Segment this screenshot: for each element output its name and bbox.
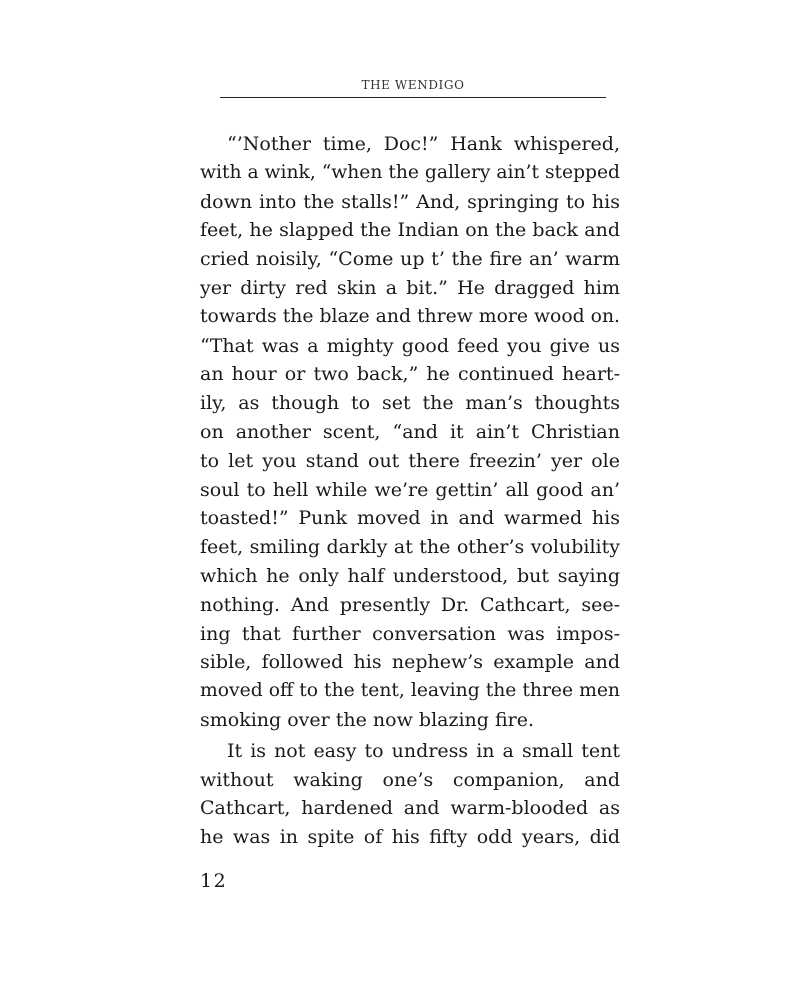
text-line: toasted!” Punk moved in and warmed his <box>200 507 620 530</box>
text-line: feet, smiling darkly at the other’s volubility <box>200 536 620 559</box>
text-line: It is not easy to undress in a small tent <box>227 739 620 762</box>
paragraph <box>200 130 620 735</box>
text-line: feet, he slapped the Indian on the back and <box>200 219 620 242</box>
text-line: cried noisily, “Come up t’ the fire an’ warm <box>200 248 620 271</box>
text-line: “’Nother time, Doc!” Hank whispered, <box>227 133 620 155</box>
page-number: 12 <box>200 870 228 892</box>
paragraph <box>200 737 620 852</box>
text-line: yer dirty red skin a bit.” He dragged him <box>200 276 620 299</box>
text-line: on another scent, “and it ain’t Christian <box>200 420 620 443</box>
text-line: an hour or two back,” he continued heart- <box>200 363 620 386</box>
text-line: he was in spite of his fifty odd years, did <box>200 826 620 849</box>
body-text <box>200 130 620 852</box>
text-line: moved off to the tent, leaving the three men <box>200 680 620 702</box>
text-line: without waking one’s companion, and <box>200 768 620 791</box>
text-line: “That was a mighty good feed you give us <box>200 334 620 357</box>
text-line: ily, as though to set the man’s thoughts <box>200 392 620 415</box>
text-line: nothing. And presently Dr. Cathcart, see- <box>200 593 620 616</box>
text-line: with a wink, “when the gallery ain’t stepped <box>200 161 620 183</box>
text-line: soul to hell while we’re gettin’ all good an’ <box>200 478 620 501</box>
text-line: smoking over the now blazing fire. <box>200 708 535 731</box>
text-line: Cathcart, hardened and warm-blooded as <box>200 797 620 820</box>
text-line: sible, followed his nephew’s example and <box>200 651 620 674</box>
text-line: to let you stand out there freezin’ yer ole <box>200 449 620 472</box>
text-line: ing that further conversation was impos- <box>200 622 620 645</box>
running-head: THE WENDIGO <box>361 78 465 92</box>
text-line: which he only half understood, but saying <box>200 564 620 587</box>
text-line: towards the blaze and threw more wood on. <box>200 305 620 327</box>
text-line: down into the stalls!” And, springing to his <box>200 190 620 213</box>
header-rule <box>220 97 606 98</box>
